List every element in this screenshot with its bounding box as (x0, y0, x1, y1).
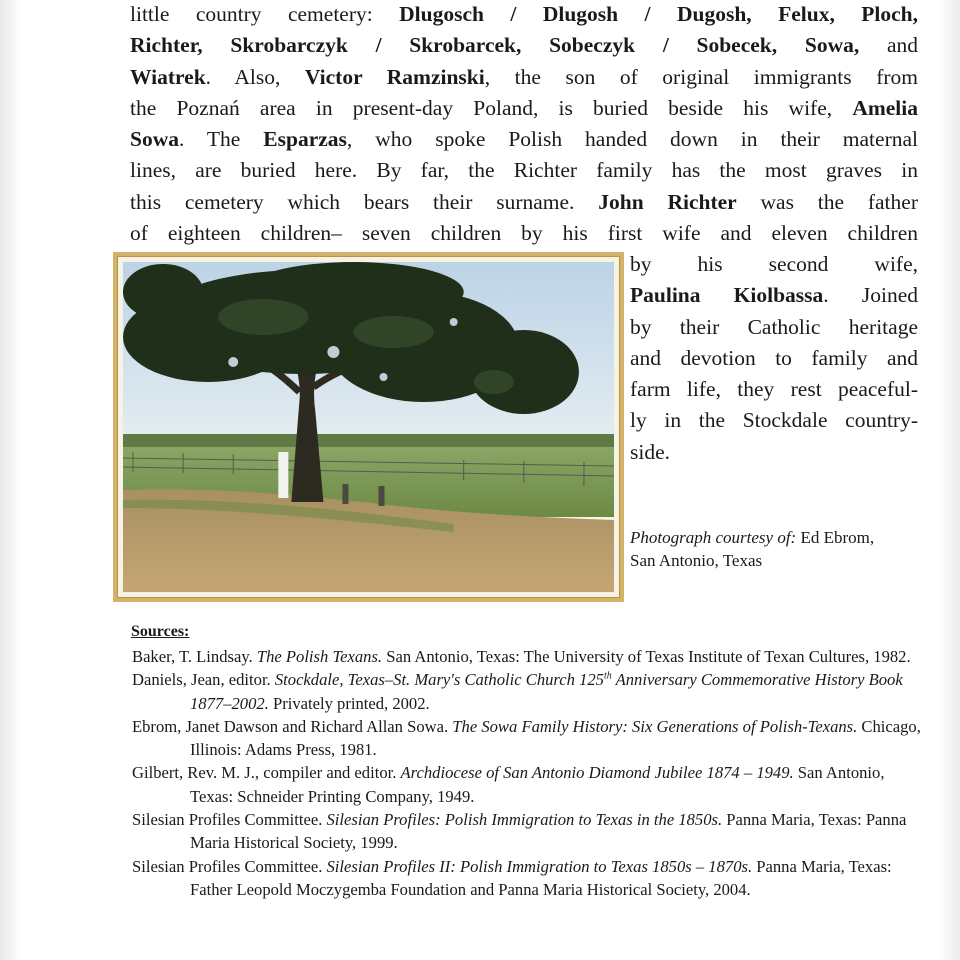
side-paragraph-line (630, 280, 918, 311)
bold-name: Richter, Skrobarczyk / Skrobarcek, Sobeczyk / Sobecek, Sowa, (130, 33, 860, 58)
italic-title: The Sowa Family History: Six Generations of Polish-Texans. (452, 716, 858, 736)
text-run: this cemetery which bears their surname. (130, 189, 599, 214)
bold-name: Wiatrek (130, 64, 206, 89)
text-run: . Joined (823, 283, 918, 308)
side-paragraph (630, 249, 918, 468)
italic-title: Silesian Profiles II: Polish Immigration to Texas 1850s – 1870s. (326, 856, 753, 876)
photo-credit-label: Photograph courtesy of: (630, 528, 797, 547)
text-run: by his second wife, (630, 252, 918, 276)
text-run: was the father (736, 189, 918, 214)
paragraph-line (130, 155, 918, 186)
bold-name: Paulina Kiolbassa (630, 283, 824, 308)
text-run: little country cemetery: (130, 2, 400, 26)
text-run: by their Catholic heritage (630, 314, 918, 339)
text-run: Silesian Profiles Committee. (132, 810, 327, 830)
text-run: lines, are buried here. By far, the Richter family has the most graves in (130, 158, 918, 183)
side-paragraph-line (630, 249, 918, 280)
paragraph-line (130, 0, 918, 30)
italic-title: Anniversary Commemorative History Book 1877–2002. (190, 670, 903, 713)
body-paragraph (130, 0, 918, 249)
text-run: Privately printed, 2002. (268, 693, 430, 713)
bold-name: Amelia (852, 95, 918, 120)
text-run: Panna Maria, Texas: Father Leopold Moczygemba Foundation and Panna Maria Historical Society, 2004. (190, 856, 892, 899)
source-entry (132, 668, 922, 715)
page-edge-shadow-left (0, 0, 22, 960)
paragraph-line (130, 93, 918, 124)
bold-name: John Richter (598, 189, 737, 214)
photo-credit (630, 526, 890, 572)
source-entry (132, 855, 922, 902)
text-run: San Antonio, Texas: The University of Texas Institute of Texan Cultures, 1982. (382, 647, 911, 666)
text-run: Silesian Profiles Committee. (132, 856, 327, 876)
text-run: Panna Maria, Texas: Panna Maria Historical Society, 1999. (190, 810, 907, 853)
text-run: farm life, they rest peaceful- (630, 377, 918, 402)
text-run: . Also, (205, 64, 305, 89)
bold-name: Dlugosch / Dlugosh / Dugosh, Felux, Ploch, (399, 2, 918, 26)
text-run: Ebrom, Janet Dawson and Richard Allan Sowa. (132, 716, 453, 736)
oak-tree-cemetery-image (123, 262, 614, 592)
italic-title: The Polish Texans. (256, 647, 383, 666)
side-paragraph-line (630, 405, 918, 436)
paragraph-line (130, 124, 918, 155)
text-run: and devotion to family and (630, 345, 918, 370)
paragraph-line (130, 187, 918, 218)
source-entry (132, 645, 922, 668)
source-entry (132, 808, 922, 855)
text-run: Gilbert, Rev. M. J., compiler and editor. (132, 763, 401, 783)
text-run: and (859, 33, 919, 58)
side-paragraph-line (630, 437, 918, 468)
paragraph-line (130, 62, 918, 93)
italic-title: Archdiocese of San Antonio Diamond Jubilee 1874 – 1949. (400, 763, 794, 783)
italic-title: th (603, 670, 612, 682)
bold-name: Victor Ramzinski (304, 64, 485, 89)
text-run: the Poznań area in present-day Poland, is buried beside his wife, (130, 95, 853, 120)
text-run: side. (630, 439, 671, 464)
source-entry (132, 715, 922, 762)
paragraph-line (130, 218, 918, 249)
bold-name: Sowa (130, 127, 179, 152)
text-run: Chicago, Illinois: Adams Press, 1981. (190, 716, 921, 760)
sources-heading: Sources: (131, 623, 190, 640)
side-paragraph-line (630, 343, 918, 374)
page-edge-shadow-right (938, 0, 960, 960)
source-entry (132, 761, 922, 808)
cemetery-photograph (113, 252, 624, 602)
side-paragraph-line (630, 374, 918, 405)
photo-credit-name: Ed Ebrom, San Antonio, Texas (630, 528, 875, 570)
text-run: , who spoke Polish handed down in their maternal (346, 127, 918, 152)
text-run: of eighteen children– seven children by his first wife and eleven children (130, 221, 918, 246)
text-run: . The (178, 127, 264, 152)
sources-list (132, 645, 922, 901)
text-run: ly in the Stockdale country- (630, 408, 918, 433)
text-run: San Antonio, Texas: Schneider Printing Company, 1949. (190, 763, 885, 806)
paragraph-line (130, 30, 918, 61)
bold-name: Esparzas (263, 127, 347, 152)
side-paragraph-line (630, 312, 918, 343)
italic-title: Silesian Profiles: Polish Immigration to Texas in the 1850s. (326, 810, 723, 830)
text-run: , the son of original immigrants from (484, 64, 918, 89)
text-run: Baker, T. Lindsay. (132, 647, 257, 666)
italic-title: Stockdale, Texas–St. Mary's Catholic Church 125 (274, 670, 604, 690)
text-run: Daniels, Jean, editor. (132, 670, 275, 690)
